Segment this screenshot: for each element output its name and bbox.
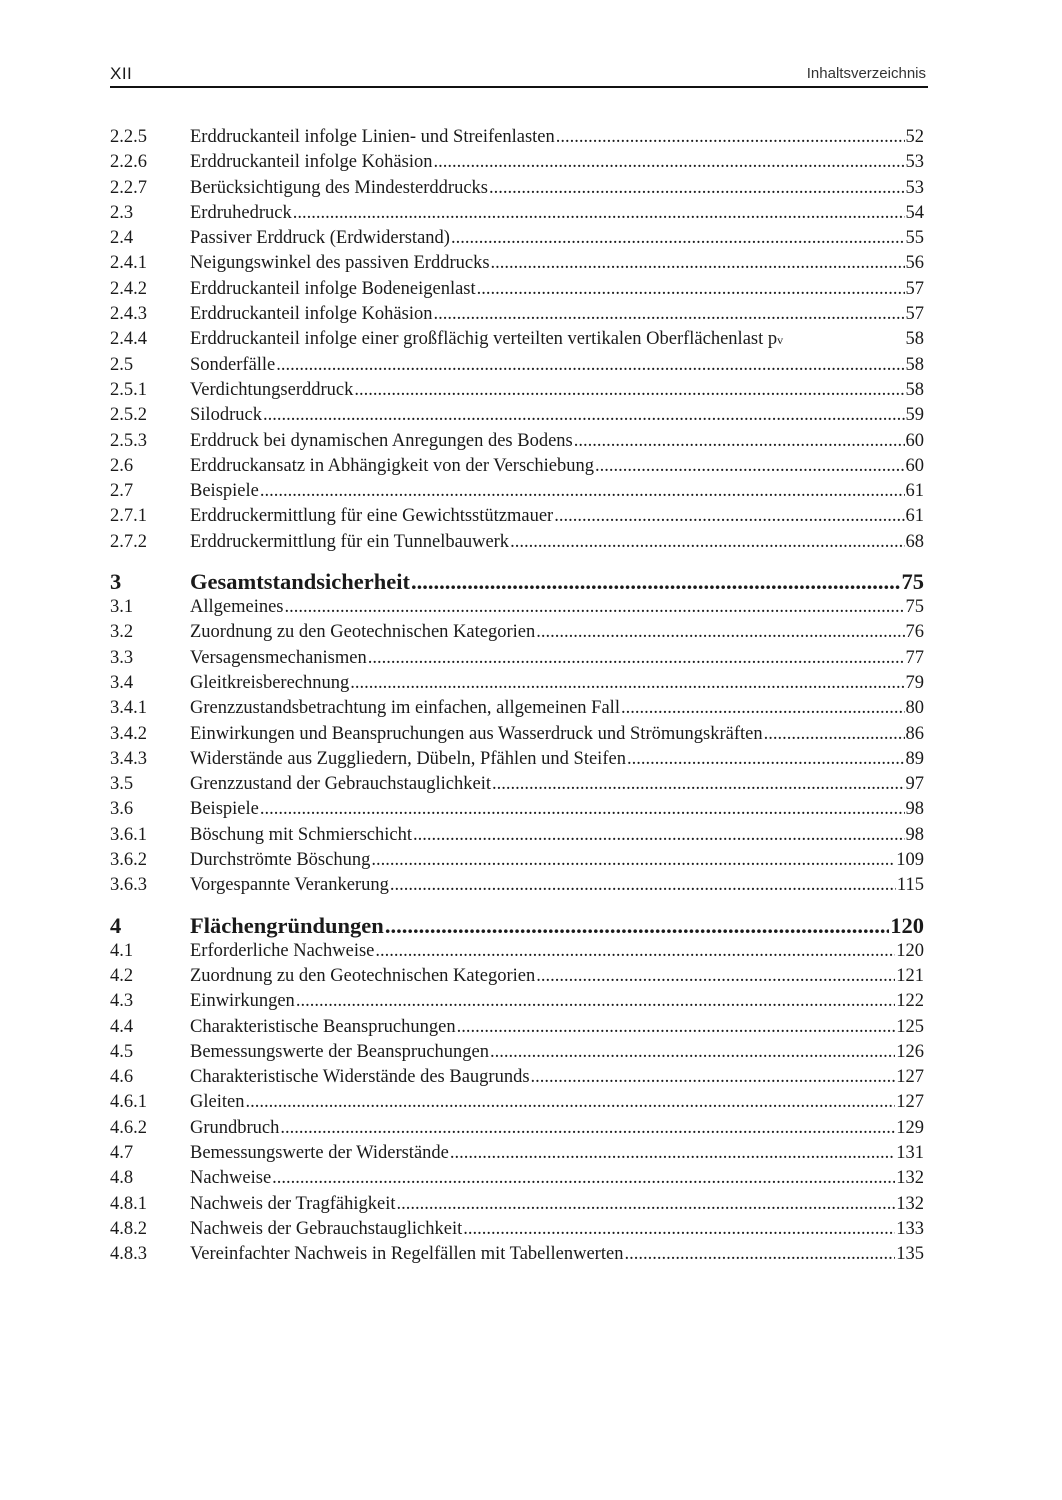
toc-entry-title: Gleitkreisberechnung [190, 672, 350, 693]
toc-entry-number: 3.3 [110, 647, 134, 668]
toc-entry[interactable] [110, 1065, 924, 1090]
toc-entry-number: 4 [110, 912, 122, 938]
toc-entry-title: Einwirkungen [190, 991, 295, 1012]
toc-entry-page: 135 [896, 1244, 924, 1265]
toc-entry-title: Erddruckansatz in Abhängigkeit von der Verschiebung [190, 455, 594, 476]
toc-entry[interactable] [110, 848, 924, 873]
toc-entry-title: Grundbruch [190, 1117, 280, 1138]
toc-entry-page: 120 [890, 912, 924, 938]
toc-entry-number: 4.8.1 [110, 1193, 147, 1214]
toc-entry-number: 2.7.2 [110, 531, 147, 552]
toc-dot-leader [491, 251, 905, 276]
toc-entry-page: 132 [896, 1193, 924, 1214]
toc-entry-number: 4.6.2 [110, 1117, 147, 1138]
toc-entry-number: 2.5.1 [110, 379, 147, 400]
toc-entry[interactable] [110, 1217, 924, 1242]
toc-entry-number: 3.4.3 [110, 748, 147, 769]
toc-dot-leader [350, 671, 904, 696]
toc-entry[interactable] [110, 403, 924, 428]
toc-entry-number: 4.4 [110, 1016, 134, 1037]
toc-entry-page: 59 [905, 405, 924, 426]
toc-entry-number: 3.2 [110, 622, 134, 643]
toc-entry-title: Erddruckermittlung für eine Gewichtsstützmauer [190, 506, 554, 527]
toc-entry-page: 61 [905, 481, 924, 502]
toc-entry-number: 3.5 [110, 774, 134, 795]
toc-entry[interactable] [110, 1141, 924, 1166]
toc-entry[interactable] [110, 429, 924, 454]
toc-entry-page: 86 [905, 723, 924, 744]
toc-entry-number: 2.5.3 [110, 430, 147, 451]
toc-dot-leader [536, 620, 904, 645]
toc-entry-title: Beispiele [190, 481, 259, 502]
toc-entry-page: 120 [896, 940, 924, 961]
toc-entry-number: 2.7.1 [110, 506, 147, 527]
toc-entry[interactable] [110, 620, 924, 645]
toc-entry-page: 89 [905, 748, 924, 769]
toc-entry-title: Erddruckanteil infolge Kohäsion [190, 152, 433, 173]
toc-dot-leader [354, 378, 904, 403]
toc-dot-leader [260, 797, 905, 822]
toc-dot-leader [490, 1040, 895, 1065]
toc-entry-number: 4.6 [110, 1067, 134, 1088]
toc-entry-page: 61 [905, 506, 924, 527]
toc-entry[interactable] [110, 150, 924, 175]
toc-entry-page: 57 [905, 304, 924, 325]
toc-entry-page: 60 [905, 430, 924, 451]
toc-entry[interactable] [110, 378, 924, 403]
toc-entry-number: 3.6.2 [110, 850, 147, 871]
toc-dot-leader [554, 504, 904, 529]
toc-entry-number: 3 [110, 569, 122, 595]
toc-dot-leader [272, 1166, 895, 1191]
toc-entry-title: Allgemeines [190, 597, 284, 618]
toc-entry-title: Erddruckermittlung für ein Tunnelbauwerk [190, 531, 510, 552]
toc-dot-leader [463, 1217, 895, 1242]
toc-entry-number: 2.3 [110, 202, 134, 223]
toc-entry-title: Durchströmte Böschung [190, 850, 371, 871]
toc-dot-leader [556, 125, 905, 150]
toc-entry-title: Erddruckanteil infolge Bodeneigenlast [190, 278, 476, 299]
toc-dot-leader [531, 1065, 896, 1090]
toc-dot-leader [276, 353, 904, 378]
toc-dot-leader [457, 1015, 896, 1040]
toc-entry-page: 60 [905, 455, 924, 476]
toc-entry[interactable] [110, 696, 924, 721]
toc-entry-number: 2.5.2 [110, 405, 147, 426]
toc-dot-leader [375, 939, 895, 964]
toc-entry-page: 132 [896, 1168, 924, 1189]
toc-entry[interactable] [110, 176, 924, 201]
toc-entry-number: 2.2.7 [110, 177, 147, 198]
toc-entry-page: 79 [905, 672, 924, 693]
toc-entry-number: 2.5 [110, 354, 134, 375]
toc-entry-page: 98 [905, 799, 924, 820]
toc-entry-number: 3.4.2 [110, 723, 147, 744]
toc-entry[interactable] [110, 797, 924, 822]
toc-entry-number: 2.4.1 [110, 253, 147, 274]
toc-entry-number: 4.7 [110, 1142, 134, 1163]
toc-dot-leader [510, 530, 904, 555]
toc-dot-leader [390, 873, 896, 898]
toc-dot-leader [385, 913, 889, 938]
toc-entry-number: 3.6 [110, 799, 134, 820]
page-number: XII [110, 64, 133, 83]
toc-entry-page: 53 [905, 177, 924, 198]
toc-entry[interactable] [110, 873, 924, 898]
toc-dot-leader [489, 176, 905, 201]
toc-entry[interactable] [110, 530, 924, 555]
toc-entry-title: Zuordnung zu den Geotechnischen Kategorien [190, 965, 536, 986]
toc-entry-number: 2.4.2 [110, 278, 147, 299]
toc-entry[interactable] [110, 201, 924, 226]
toc-entry-page: 121 [896, 965, 924, 986]
toc-entry[interactable]: 2.4.4 Erddruckanteil infolge einer großflächig verteilten vertikalen Oberflächenlast p v 58 [110, 327, 924, 352]
toc-entry-page: 127 [896, 1067, 924, 1088]
toc-dot-leader [492, 772, 904, 797]
toc-entry-title: Erforderliche Nachweise [190, 940, 375, 961]
toc-dot-leader [368, 646, 905, 671]
toc-entry-page: 58 [905, 354, 924, 375]
toc-entry-title: Nachweis der Tragfähigkeit [190, 1193, 396, 1214]
toc-dot-leader [595, 454, 905, 479]
toc-dot-leader [627, 747, 905, 772]
toc-entry-number: 2.4.3 [110, 304, 147, 325]
toc-entry-title: Erddruckanteil infolge einer großflächig verteilten vertikalen Oberflächenlast p [190, 329, 778, 350]
toc-entry-title: Grenzzustandsbetrachtung im einfachen, allgemeinen Fall [190, 698, 620, 719]
toc-entry-title: Erdruhedruck [190, 202, 292, 223]
toc-entry[interactable] [110, 1015, 924, 1040]
toc-entry-page: 53 [905, 152, 924, 173]
toc-dot-leader [621, 696, 905, 721]
toc-entry[interactable] [110, 479, 924, 504]
toc-entry[interactable] [110, 595, 924, 620]
toc-entry-title: Gesamtstandsicherheit [190, 569, 410, 595]
toc-entry[interactable] [110, 989, 924, 1014]
toc-entry[interactable] [110, 939, 924, 964]
toc-dot-leader [371, 848, 895, 873]
toc-entry-title: Beispiele [190, 799, 259, 820]
toc-entry-number: 3.6.3 [110, 875, 147, 896]
toc-dot-leader [413, 823, 905, 848]
toc-dot-leader [245, 1090, 895, 1115]
toc-dot-leader [411, 569, 901, 594]
table-of-contents [110, 125, 924, 1267]
toc-entry-title: Vereinfachter Nachweis in Regelfällen mit Tabellenwerten [190, 1244, 624, 1265]
toc-dot-leader [397, 1192, 896, 1217]
toc-entry-title: Verdichtungserddruck [190, 379, 354, 400]
toc-dot-leader [450, 1141, 895, 1166]
toc-entry-number: 4.3 [110, 991, 134, 1012]
toc-entry-page: 58 [905, 329, 924, 350]
toc-entry-number: 4.8.2 [110, 1218, 147, 1239]
toc-entry[interactable] [110, 722, 924, 747]
toc-entry-number: 2.4.4 [110, 329, 147, 350]
toc-entry[interactable] [110, 454, 924, 479]
toc-dot-leader [296, 989, 895, 1014]
toc-entry[interactable] [110, 302, 924, 327]
toc-entry-title: Sonderfälle [190, 354, 276, 375]
toc-entry-number: 2.6 [110, 455, 134, 476]
toc-entry[interactable] [110, 504, 924, 529]
running-title: Inhaltsverzeichnis [806, 65, 926, 82]
toc-dot-leader [293, 201, 905, 226]
toc-entry-title: Vorgespannte Verankerung [190, 875, 389, 896]
toc-entry[interactable] [110, 747, 924, 772]
toc-entry[interactable] [110, 1090, 924, 1115]
toc-entry-number: 4.8.3 [110, 1244, 147, 1265]
toc-entry-title: Erddruck bei dynamischen Anregungen des Bodens [190, 430, 573, 451]
toc-entry-title: Silodruck [190, 405, 262, 426]
toc-entry-title: Nachweis der Gebrauchstauglichkeit [190, 1218, 463, 1239]
toc-entry[interactable] [110, 1166, 924, 1191]
toc-entry-number: 2.7 [110, 481, 134, 502]
toc-entry[interactable] [110, 646, 924, 671]
toc-entry-page: 52 [905, 127, 924, 147]
toc-entry-number: 4.2 [110, 965, 134, 986]
toc-entry[interactable] [110, 671, 924, 696]
toc-dot-leader [574, 429, 905, 454]
toc-entry-title: Bemessungswerte der Beanspruchungen [190, 1041, 489, 1062]
toc-entry-page: 133 [896, 1218, 924, 1239]
toc-entry-title: Passiver Erddruck (Erdwiderstand) [190, 228, 450, 249]
toc-dot-leader [285, 595, 905, 620]
toc-entry-title: Grenzzustand der Gebrauchstauglichkeit [190, 774, 492, 795]
toc-entry[interactable] [110, 1116, 924, 1141]
toc-dot-leader [764, 722, 905, 747]
toc-entry-page: 56 [905, 253, 924, 274]
toc-dot-leader [280, 1116, 895, 1141]
toc-entry-number: 2.2.6 [110, 152, 147, 173]
toc-dot-leader [434, 150, 905, 175]
toc-entry[interactable] [110, 277, 924, 302]
toc-dot-leader [263, 403, 905, 428]
toc-entry-page: 109 [896, 850, 924, 871]
toc-entry[interactable] [110, 226, 924, 251]
toc-dot-leader [477, 277, 905, 302]
toc-entry[interactable] [110, 1192, 924, 1217]
toc-entry-title: Charakteristische Widerstände des Baugrunds [190, 1067, 530, 1088]
toc-entry-title: Berücksichtigung des Mindesterddrucks [190, 177, 488, 198]
toc-chapter-entry[interactable] [110, 913, 924, 939]
toc-entry-page: 68 [905, 531, 924, 552]
toc-entry-page: 98 [905, 824, 924, 845]
toc-entry[interactable] [110, 1040, 924, 1065]
toc-entry-title: Erddruckanteil infolge Kohäsion [190, 304, 433, 325]
toc-entry-title: Zuordnung zu den Geotechnischen Kategorien [190, 622, 536, 643]
toc-entry-number: 4.8 [110, 1168, 134, 1189]
toc-dot-leader [260, 479, 905, 504]
toc-entry-title: Nachweise [190, 1168, 272, 1189]
toc-entry-number: 2.4 [110, 228, 134, 249]
toc-entry-page: 129 [896, 1117, 924, 1138]
toc-entry[interactable] [110, 353, 924, 378]
toc-chapter-entry[interactable] [110, 569, 924, 595]
toc-entry-page: 77 [905, 647, 924, 668]
toc-entry-number: 4.5 [110, 1041, 134, 1062]
toc-entry-number: 3.4 [110, 672, 134, 693]
toc-dot-leader [624, 1242, 895, 1267]
toc-entry-number: 4.1 [110, 940, 134, 961]
toc-entry-number: 4.6.1 [110, 1092, 147, 1113]
toc-entry[interactable] [110, 1242, 924, 1267]
toc-entry-page: 127 [896, 1092, 924, 1113]
toc-dot-leader [451, 226, 905, 251]
toc-entry-page: 80 [905, 698, 924, 719]
toc-entry-title: Widerstände aus Zuggliedern, Dübeln, Pfählen und Steifen [190, 748, 626, 769]
toc-dot-leader [434, 302, 905, 327]
toc-entry[interactable] [110, 772, 924, 797]
toc-entry-page: 115 [896, 875, 924, 896]
toc-entry-page: 54 [905, 202, 924, 223]
toc-entry-number: 3.1 [110, 597, 134, 618]
toc-entry[interactable] [110, 964, 924, 989]
toc-entry-number: 3.4.1 [110, 698, 147, 719]
toc-entry-page: 122 [896, 991, 924, 1012]
toc-entry-page: 55 [905, 228, 924, 249]
toc-entry-title: Bemessungswerte der Widerstände [190, 1142, 449, 1163]
toc-entry-number: 2.2.5 [110, 127, 147, 147]
toc-entry-page: 76 [905, 622, 924, 643]
toc-entry-page: 97 [905, 774, 924, 795]
toc-entry-page: 58 [905, 379, 924, 400]
toc-entry[interactable] [110, 823, 924, 848]
toc-entry-title: Einwirkungen und Beanspruchungen aus Wasserdruck und Strömungskräften [190, 723, 763, 744]
toc-entry[interactable] [110, 251, 924, 276]
toc-entry-page: 126 [896, 1041, 924, 1062]
toc-dot-leader [536, 964, 895, 989]
toc-entry-title: Flächengründungen [190, 912, 384, 938]
toc-entry[interactable] [110, 125, 924, 150]
toc-entry-title: Böschung mit Schmierschicht [190, 824, 412, 845]
toc-entry-page: 75 [901, 569, 924, 595]
toc-entry-page: 131 [896, 1142, 924, 1163]
toc-entry-title: Charakteristische Beanspruchungen [190, 1016, 456, 1037]
toc-entry-page: 75 [905, 597, 924, 618]
toc-entry-title: Gleiten [190, 1092, 245, 1113]
toc-entry-title: Erddruckanteil infolge Linien- und Streifenlasten [190, 127, 555, 147]
toc-entry-number: 3.6.1 [110, 824, 147, 845]
toc-entry-page: 125 [896, 1016, 924, 1037]
page-header [110, 62, 928, 88]
toc-entry-page: 57 [905, 278, 924, 299]
toc-entry-title: Versagensmechanismen [190, 647, 367, 668]
toc-entry-title: Neigungswinkel des passiven Erddrucks [190, 253, 490, 274]
